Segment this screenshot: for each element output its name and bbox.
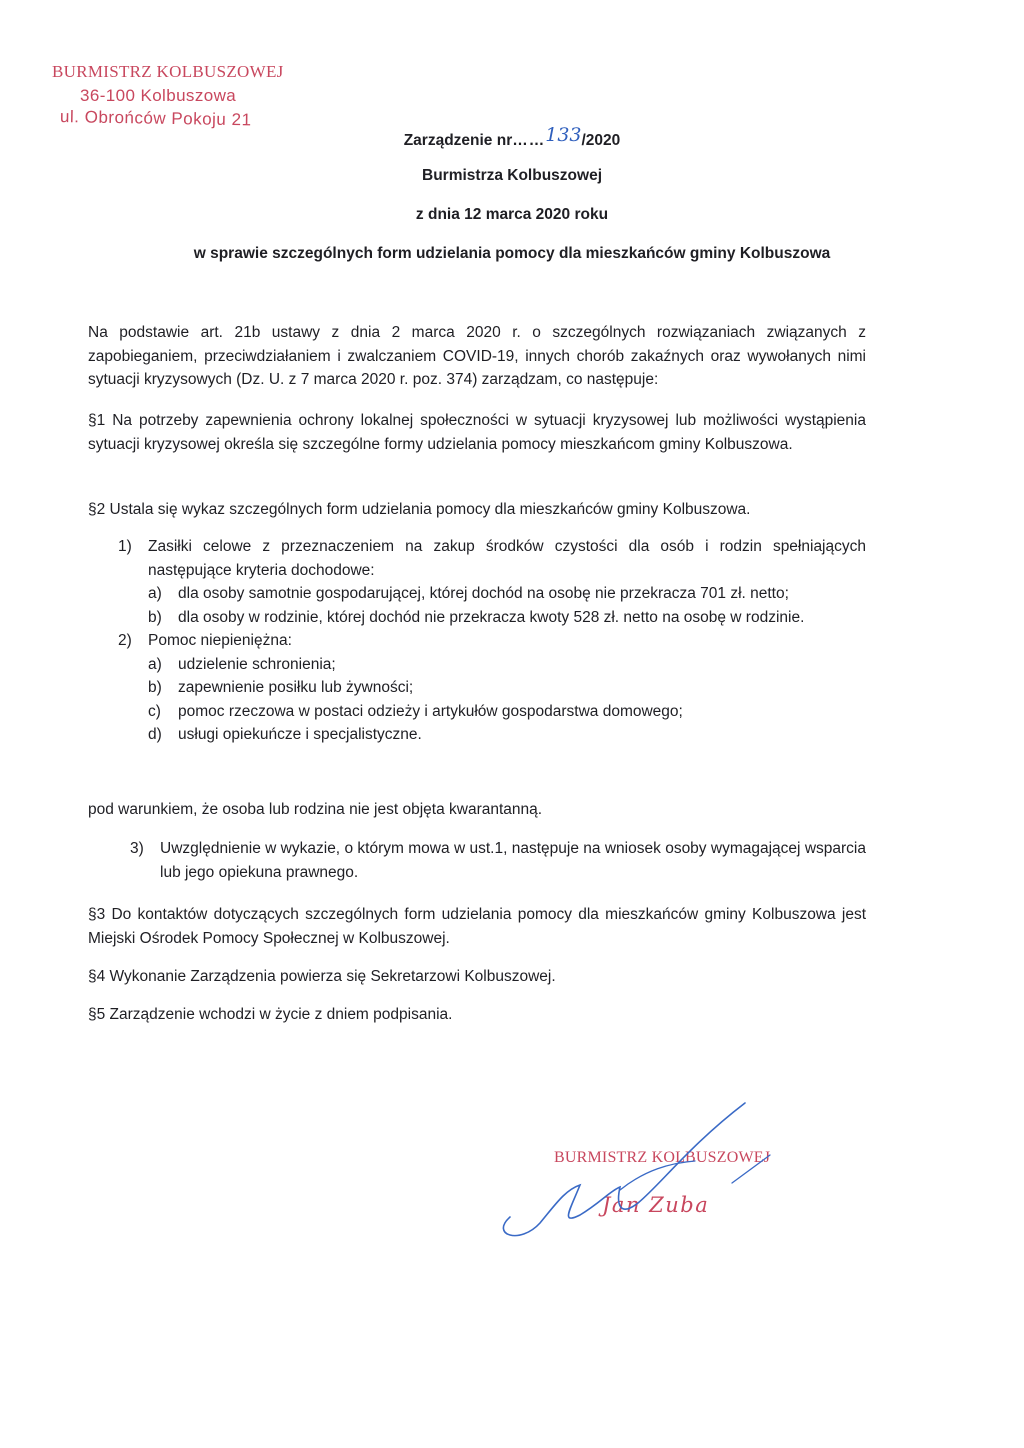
sub-item: [118, 582, 866, 606]
sub-item: [118, 723, 866, 747]
sub-item-text: pomoc rzeczowa w postaci odzieży i artykułów gospodarstwa domowego;: [178, 702, 683, 720]
list-item: [118, 535, 866, 582]
document-title: Zarządzenie nr……133/2020: [403, 124, 621, 149]
section-2: §2 Ustala się wykaz szczególnych form udzielania pomocy dla mieszkańców gminy Kolbuszowa.: [88, 501, 751, 518]
stamp-line-2: 36-100 Kolbuszowa: [80, 86, 237, 105]
signature-block: [470, 1095, 790, 1255]
item-text: Pomoc niepieniężna:: [148, 632, 292, 649]
sub-item-text: dla osoby samotnie gospodarującej, której dochód na osobę nie przekracza 701 zł. netto;: [178, 585, 789, 602]
sub-item-letter: c): [148, 702, 161, 720]
sub-item: [118, 676, 866, 700]
document-date: z dnia 12 marca 2020 roku: [415, 206, 609, 223]
item-number: 2): [118, 632, 132, 649]
sub-item-letter: a): [148, 655, 162, 673]
document-issuer: Burmistrza Kolbuszowej: [422, 167, 602, 184]
sub-item: [118, 700, 866, 724]
sub-item-letter: d): [148, 726, 162, 743]
stamp-line-3: ul. Obrońców Pokoju 21: [59, 107, 252, 130]
sub-item: [118, 606, 866, 630]
section-1: §1 Na potrzeby zapewnienia ochrony lokalnej społeczności w sytuacji kryzysowej lub możliwości wystąpienia sytuacji kryzysowej określa się szczególne formy udzielania pomocy mieszkańcom gminy Kolbuszowa.: [88, 412, 866, 453]
signature-stamp-name: Jan Zuba: [602, 1193, 710, 1217]
sub-item-text: dla osoby w rodzinie, której dochód nie przekracza kwoty 528 zł. netto na osobę w rodzinie.: [178, 608, 805, 626]
sub-item-text: zapewnienie posiłku lub żywności;: [178, 679, 414, 696]
sub-item-letter: b): [148, 679, 162, 696]
handwritten-signature-icon: [470, 1095, 790, 1255]
section-3: §3 Do kontaktów dotyczących szczególnych form udzielania pomocy dla mieszkańców gminy Kolbuszowa jest Miejski Ośrodek Pomocy Społecznej w Kolbuszowej.: [88, 906, 866, 947]
handwritten-number: 133: [545, 124, 582, 146]
office-stamp: [52, 62, 284, 129]
legal-basis-paragraph: Na podstawie art. 21b ustawy z dnia 2 marca 2020 r. o szczególnych rozwiązaniach związanych z zapobieganiem, przeciwdziałaniem i zwalczaniem COVID-19, innych chorób zakaźnych oraz wywołanych nimi sytuacji kryzysowych (Dz. U. z 7 marca 2020 r. poz. 374) zarządzam, co następuje:: [88, 324, 866, 388]
title-prefix: Zarządzenie nr: [403, 132, 513, 149]
item-3: [130, 837, 866, 884]
item-number: 3): [130, 840, 144, 857]
signature-stamp-title: BURMISTRZ KOLBUSZOWEJ: [554, 1149, 771, 1166]
condition-text: pod warunkiem, że osoba lub rodzina nie jest objęta kwarantanną.: [88, 801, 543, 818]
sub-item: [118, 653, 866, 677]
sub-item-letter: a): [148, 585, 162, 602]
item-text: Zasiłki celowe z przeznaczeniem na zakup środków czystości dla osób i rodzin spełniających następujące kryteria dochodowe:: [148, 538, 866, 579]
document-subject: w sprawie szczególnych form udzielania pomocy dla mieszkańców gminy Kolbuszowa: [193, 245, 831, 262]
item-number: 1): [118, 538, 132, 555]
sub-item-text: usługi opiekuńcze i specjalistyczne.: [178, 726, 422, 743]
sub-item-text: udzielenie schronienia;: [178, 655, 336, 673]
item-text: Uwzględnienie w wykazie, o którym mowa w ust.1, następuje na wniosek osoby wymagającej wsparcia lub jego opiekuna prawnego.: [160, 840, 866, 881]
list-item: [118, 629, 866, 653]
title-suffix: /2020: [581, 132, 621, 149]
section-5: §5 Zarządzenie wchodzi w życie z dniem podpisania.: [88, 1006, 453, 1023]
assistance-forms-list: [118, 535, 866, 747]
sub-item-letter: b): [148, 608, 162, 626]
section-4: §4 Wykonanie Zarządzenia powierza się Sekretarzowi Kolbuszowej.: [88, 968, 556, 985]
list-item: [130, 837, 866, 884]
stamp-line-1: BURMISTRZ KOLBUSZOWEJ: [52, 62, 284, 81]
